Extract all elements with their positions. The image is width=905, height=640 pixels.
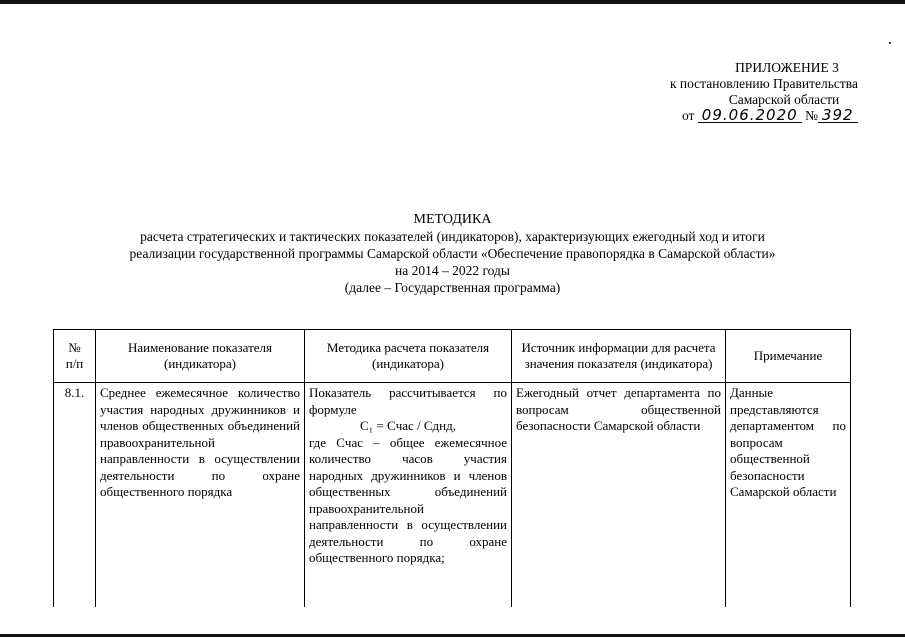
appendix-title: ПРИЛОЖЕНИЕ 3 [735,60,839,75]
indicator-table [53,329,851,607]
scan-speck [889,42,891,44]
heading-line-3: на 2014 – 2022 годы [395,263,510,278]
row-indicator-name: Среднее ежемесячное количество участия народных дружинников и членов общественных объединений правоохранительной направленности в осуществлении деятельности по охране общественного порядка [96,383,305,607]
row-source: Ежегодный отчет департамента по вопросам общественной безопасности Самарской области [512,383,726,607]
header-number: № п/п [54,330,96,383]
document-title: МЕТОДИКА [413,212,492,227]
handwritten-number: 392 [818,108,858,123]
row-number: 8.1. [54,383,96,607]
method-intro: Показатель рассчитывается по формуле [309,385,507,417]
page-top-edge [0,0,905,4]
header-name: Наименование показателя (индикатора) [96,330,305,383]
table-row [54,383,851,607]
heading-line-4: (далее – Государственная программа) [344,280,561,295]
table-header-row [54,330,851,383]
appendix-date-line [670,108,858,124]
number-prefix: № [805,108,818,123]
heading-line-1: расчета стратегических и тактических показателей (индикаторов), характеризующих ежегодный ход и итоги [140,229,765,244]
row-note: Данные представляются департаментом по вопросам общественной безопасности Самарской области [726,383,851,607]
document-heading [0,211,905,296]
method-formula: C₁ = Cчас / Cднд, [359,418,456,433]
handwritten-date: 09.06.2020 [698,108,802,123]
header-note: Примечание [726,330,851,383]
appendix-stamp [670,60,858,124]
header-method: Методика расчета показателя (индикатора) [305,330,512,383]
appendix-line-2: к постановлению Правительства [669,76,858,91]
heading-line-2: реализации государственной программы Самарской области «Обеспечение правопорядка в Самарской области» [129,246,776,261]
method-explanation: где Cчас – общее ежемесячное количество часов участия народных дружинников и членов общественных объединений правоохранительной направленности в осуществлении деятельности по охране общественного порядка; [309,434,507,565]
appendix-line-3: Самарской области [728,92,840,107]
header-source: Источник информации для расчета значения показателя (индикатора) [512,330,726,383]
date-prefix: от [681,108,695,123]
page-bottom-edge [0,634,905,637]
row-method [305,383,512,607]
